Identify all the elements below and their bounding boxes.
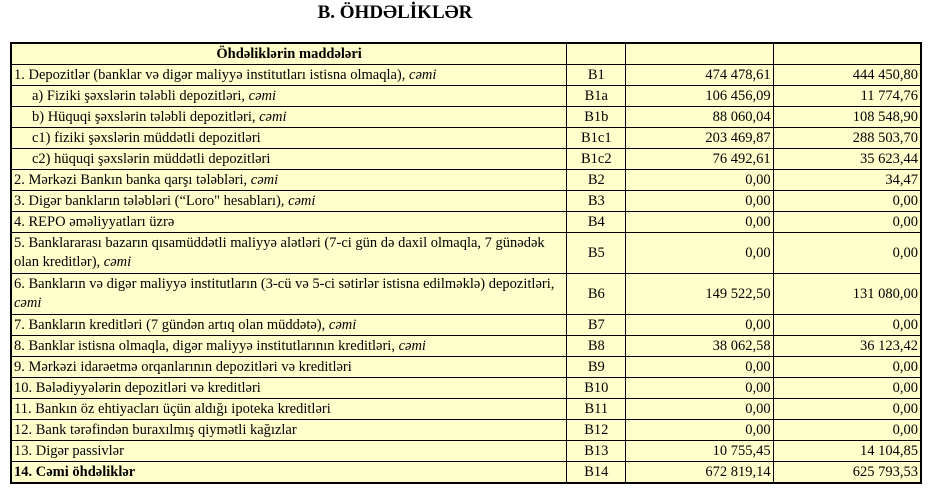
row-code: B10 — [567, 378, 626, 399]
row-label-text: 12. Bank tərəfindən buraxılmış qiymətli kağızlar — [14, 421, 297, 438]
table-row — [11, 107, 921, 128]
row-value-2: 444 450,80 — [773, 65, 921, 86]
row-label — [11, 462, 567, 484]
header-col1 — [626, 43, 773, 65]
row-label — [11, 233, 567, 274]
table-row — [11, 65, 921, 86]
row-code: B5 — [567, 233, 626, 274]
row-value-2: 0,00 — [773, 357, 921, 378]
row-code: B11 — [567, 399, 626, 420]
row-code: B1b — [567, 107, 626, 128]
row-value-2: 0,00 — [773, 191, 921, 212]
row-value-1: 474 478,61 — [626, 65, 773, 86]
row-label-text: 5. Banklararası bazarın qısamüddətli maliyyə alətləri (7-ci gün də daxil olmaqla, 7 günədək olan kreditlər), — [14, 235, 545, 270]
row-label-suffix: cəmi — [259, 108, 287, 125]
row-label-text: 1. Depozitlər (banklar və digər maliyyə institutları istisna olmaqla), — [14, 66, 410, 83]
row-label-suffix: cəmi — [250, 171, 279, 188]
table-row — [11, 462, 921, 484]
row-label — [11, 399, 567, 420]
row-label — [11, 86, 567, 107]
row-label-text: 9. Mərkəzi idarəetmə orqanlarının depozitləri və kreditləri — [14, 358, 352, 375]
row-label-suffix: cəmi — [288, 192, 316, 209]
row-label-text: 3. Digər bankların tələbləri (“Loro" hesabları), — [14, 192, 289, 209]
row-label-suffix: cəmi — [328, 316, 357, 333]
row-label-text: 11. Bankın öz ehtiyacları üçün aldığı ipoteka kreditləri — [14, 400, 331, 417]
row-value-2: 11 774,76 — [773, 86, 921, 107]
section-title: B. ÖHDƏLİKLƏR — [317, 2, 473, 23]
table-row — [11, 399, 921, 420]
row-label-text: a) Fiziki şəxslərin tələbli depozitləri, — [32, 87, 249, 104]
table-row — [11, 233, 921, 274]
table-row — [11, 420, 921, 441]
row-value-1: 0,00 — [626, 378, 773, 399]
table-row — [11, 212, 921, 233]
row-value-1: 0,00 — [626, 357, 773, 378]
row-value-1: 672 819,14 — [626, 462, 773, 484]
row-label-suffix: cəmi — [14, 295, 42, 311]
row-label-text: 6. Bankların və digər maliyyə institutların (3-cü və 5-ci sətirlər istisna edilməklə) depozitləri, — [14, 276, 555, 292]
row-label — [11, 274, 567, 315]
row-code: B1c1 — [567, 128, 626, 149]
table-row — [11, 149, 921, 170]
table-row — [11, 86, 921, 107]
row-value-2: 0,00 — [773, 420, 921, 441]
row-label-text: b) Hüquqi şəxslərin tələbli depozitləri, — [32, 108, 260, 125]
row-value-1: 0,00 — [626, 315, 773, 336]
table-row — [11, 128, 921, 149]
table-row — [11, 191, 921, 212]
row-code: B14 — [567, 462, 626, 484]
table-row — [11, 170, 921, 191]
row-code: B1 — [567, 65, 626, 86]
row-label-suffix: cəmi — [103, 254, 132, 270]
row-code: B13 — [567, 441, 626, 462]
row-value-2: 36 123,42 — [773, 336, 921, 357]
row-code: B12 — [567, 420, 626, 441]
row-value-1: 88 060,04 — [626, 107, 773, 128]
table-row — [11, 274, 921, 315]
header-label: Öhdəliklərin maddələri — [11, 43, 567, 65]
table-row — [11, 378, 921, 399]
row-label — [11, 357, 567, 378]
row-value-2: 0,00 — [773, 315, 921, 336]
row-label — [11, 65, 567, 86]
row-label — [11, 212, 567, 233]
row-value-1: 0,00 — [626, 420, 773, 441]
row-label-text: 13. Digər passivlər — [14, 442, 124, 459]
row-value-1: 203 469,87 — [626, 128, 773, 149]
row-label — [11, 420, 567, 441]
row-label-suffix: cəmi — [409, 66, 437, 83]
row-value-1: 0,00 — [626, 233, 773, 274]
row-value-2: 0,00 — [773, 233, 921, 274]
row-code: B1a — [567, 86, 626, 107]
row-value-1: 106 456,09 — [626, 86, 773, 107]
row-value-1: 0,00 — [626, 399, 773, 420]
row-label — [11, 128, 567, 149]
row-label — [11, 149, 567, 170]
row-code: B2 — [567, 170, 626, 191]
row-label-text: 14. Cəmi öhdəliklər — [14, 463, 136, 480]
row-code: B3 — [567, 191, 626, 212]
header-row — [11, 43, 921, 65]
row-value-2: 131 080,00 — [773, 274, 921, 315]
table-row — [11, 357, 921, 378]
row-label — [11, 191, 567, 212]
row-value-2: 288 503,70 — [773, 128, 921, 149]
row-value-1: 10 755,45 — [626, 441, 773, 462]
row-label — [11, 378, 567, 399]
header-code — [567, 43, 626, 65]
row-value-2: 35 623,44 — [773, 149, 921, 170]
row-label — [11, 441, 567, 462]
table-row — [11, 336, 921, 357]
header-col2 — [773, 43, 921, 65]
row-value-2: 0,00 — [773, 212, 921, 233]
row-label-text: 4. REPO əməliyyatları üzrə — [14, 213, 175, 230]
row-value-2: 0,00 — [773, 378, 921, 399]
row-label-text: c2) hüquqi şəxslərin müddətli depozitləri — [32, 150, 271, 167]
row-label-text: c1) fiziki şəxslərin müddətli depozitləri — [32, 129, 261, 146]
row-value-2: 14 104,85 — [773, 441, 921, 462]
row-label-text: 2. Mərkəzi Bankın banka qarşı tələbləri, — [14, 171, 251, 188]
row-code: B7 — [567, 315, 626, 336]
row-label — [11, 315, 567, 336]
row-label — [11, 336, 567, 357]
row-value-1: 0,00 — [626, 191, 773, 212]
row-code: B8 — [567, 336, 626, 357]
row-label-text: 8. Banklar istisna olmaqla, digər maliyyə institutlarının kreditləri, — [14, 337, 399, 354]
row-value-1: 76 492,61 — [626, 149, 773, 170]
row-value-2: 0,00 — [773, 399, 921, 420]
row-value-2: 625 793,53 — [773, 462, 921, 484]
table-row — [11, 315, 921, 336]
row-value-1: 0,00 — [626, 170, 773, 191]
row-label — [11, 170, 567, 191]
row-code: B9 — [567, 357, 626, 378]
row-value-2: 34,47 — [773, 170, 921, 191]
row-label-text: 7. Bankların kreditləri (7 gündən artıq olan müddətə), — [14, 316, 329, 333]
row-code: B4 — [567, 212, 626, 233]
row-value-1: 149 522,50 — [626, 274, 773, 315]
liabilities-table — [10, 42, 922, 484]
row-code: B1c2 — [567, 149, 626, 170]
row-value-2: 108 548,90 — [773, 107, 921, 128]
row-label-text: 10. Bələdiyyələrin depozitləri və kreditləri — [14, 379, 261, 396]
table-row — [11, 441, 921, 462]
row-label-suffix: cəmi — [398, 337, 426, 354]
row-value-1: 38 062,58 — [626, 336, 773, 357]
row-label — [11, 107, 567, 128]
row-code: B6 — [567, 274, 626, 315]
row-value-1: 0,00 — [626, 212, 773, 233]
row-label-suffix: cəmi — [248, 87, 277, 104]
